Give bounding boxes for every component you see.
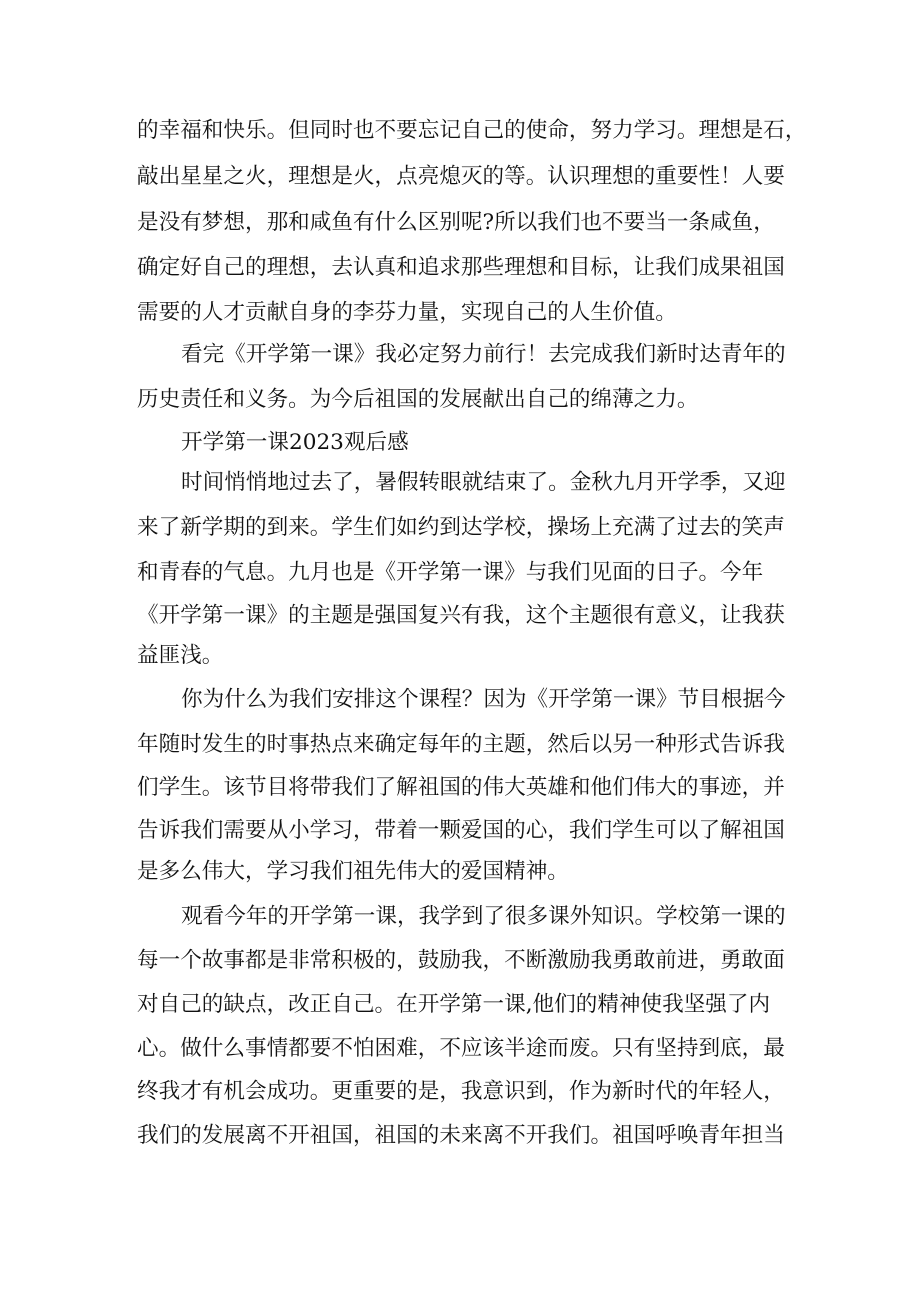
text-line: 你为什么为我们安排这个课程？因为《开学第一课》节目根据今 (181, 687, 786, 712)
text-line: 们学生。该节目将带我们了解祖国的伟大英雄和他们伟大的事迹，并 (137, 775, 785, 800)
text-line: 是没有梦想，那和咸鱼有什么区别呢?所以我们也不要当一条咸鱼， (137, 210, 775, 235)
text-line: 告诉我们需要从小学习，带着一颗爱国的心，我们学生可以了解祖国 (137, 818, 785, 843)
text-line: 每一个故事都是非常积极的，鼓励我，不断激励我勇敢前进，勇敢面 (137, 948, 785, 973)
text-line: 益匪浅。 (137, 643, 224, 668)
text-line: 需要的人才贡献自身的李芬力量，实现自己的人生价值。 (137, 300, 677, 325)
text-line: 终我才有机会成功。更重要的是，我意识到，作为新时代的年轻人， (137, 1079, 785, 1104)
text-line: 是多么伟大，学习我们祖先伟大的爱国精神。 (137, 859, 569, 884)
section-heading: 开学第一课2023观后感 (181, 430, 409, 455)
text-line: 我们的发展离不开祖国，祖国的未来离不开我们。祖国呼唤青年担当 (137, 1123, 785, 1148)
text-line: 看完《开学第一课》我必定努力前行！去完成我们新时达青年的 (181, 342, 786, 367)
text-line: 历史责任和义务。为今后祖国的发展献出自己的绵薄之力。 (137, 387, 699, 412)
text-line: 心。做什么事情都要不怕困难，不应该半途而废。只有坚持到底，最 (137, 1036, 785, 1061)
text-line: 年随时发生的时事热点来确定每年的主题，然后以另一种形式告诉我 (137, 732, 785, 757)
text-line: 观看今年的开学第一课，我学到了很多课外知识。学校第一课的 (181, 904, 786, 929)
text-line: 对自己的缺点，改正自己。在开学第一课,他们的精神使我坚强了内 (137, 992, 771, 1017)
text-line: 敲出星星之火，理想是火，点亮熄灭的等。认识理想的重要性！人要 (137, 164, 785, 189)
text-line: 的幸福和快乐。但同时也不要忘记自己的使命，努力学习。理想是石， (137, 118, 807, 143)
text-line: 确定好自己的理想，去认真和追求那些理想和目标，让我们成果祖国 (137, 255, 785, 280)
text-line: 来了新学期的到来。学生们如约到达学校，操场上充满了过去的笑声 (137, 515, 785, 540)
text-line: 时间悄悄地过去了，暑假转眼就结束了。金秋九月开学季，又迎 (181, 470, 786, 495)
text-line: 《开学第一课》的主题是强国复兴有我，这个主题很有意义，让我获 (137, 603, 785, 628)
text-line: 和青春的气息。九月也是《开学第一课》与我们见面的日子。今年 (137, 560, 764, 585)
